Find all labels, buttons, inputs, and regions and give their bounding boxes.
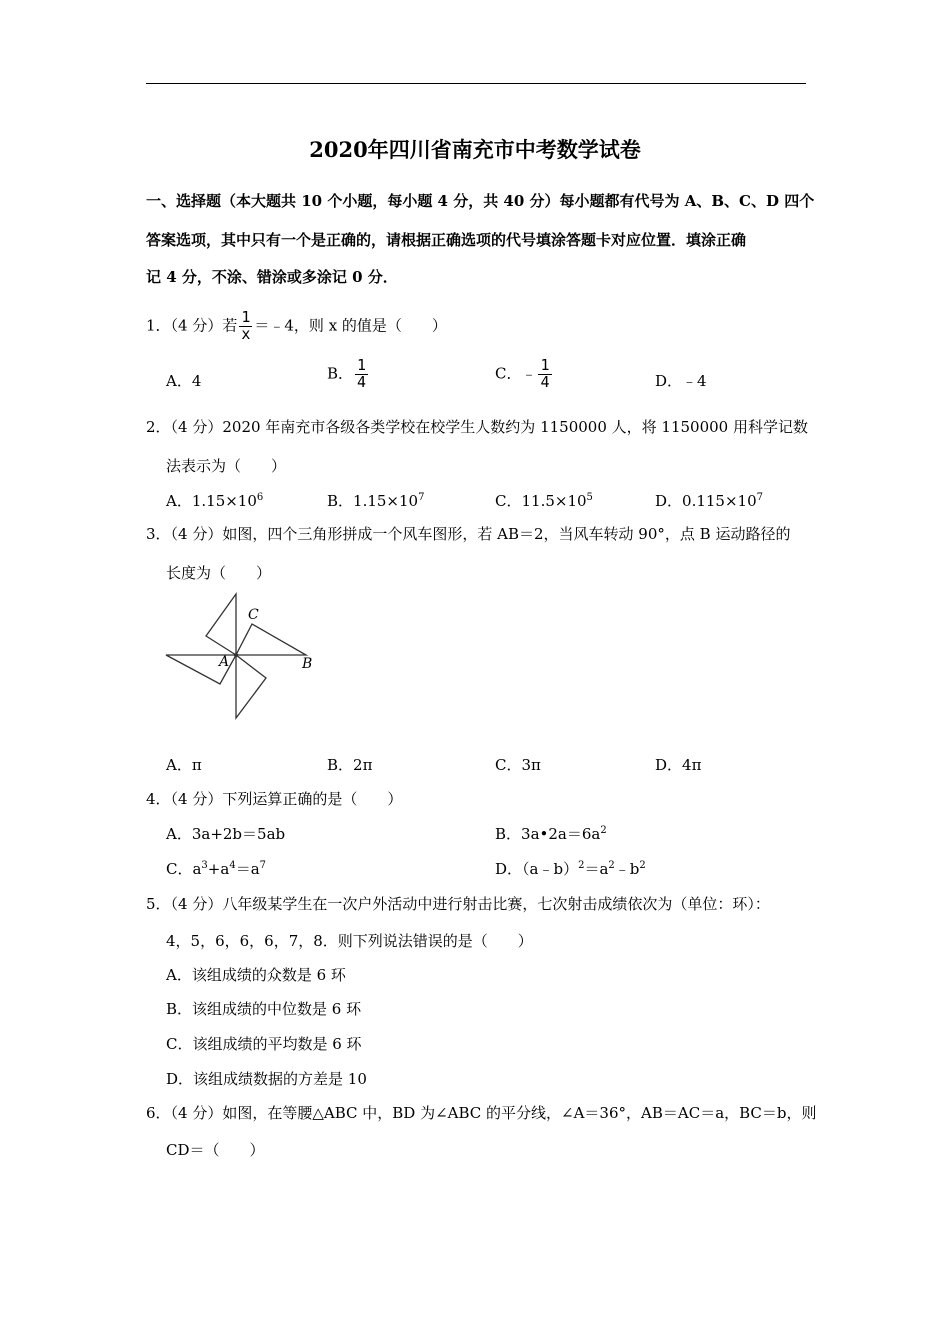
page-title: 2020年四川省南充市中考数学试卷 bbox=[309, 137, 641, 162]
question-1-pre: 1．（4 分）若 bbox=[146, 316, 238, 335]
question-2-option-a: A．$1.15\times 10^6$ bbox=[166, 492, 264, 510]
point-label-b: B bbox=[302, 656, 313, 672]
question-3-option-c: C．3π bbox=[495, 756, 541, 774]
header-rule bbox=[146, 83, 806, 84]
question-6-line1: 6．（4 分）如图，在等腰△ABC 中，BD 为∠ABC 的平分线，∠A＝36°，AB＝AC＝a，BC＝b，则 bbox=[146, 1104, 817, 1122]
pinwheel-center-point bbox=[234, 653, 238, 657]
question-2-line1: 2．（4 分）2020 年南充市各级各类学校在校学生人数约为 1150000 人，将 1150000 用科学记数 bbox=[146, 418, 808, 436]
section-instructions-line1: 一、选择题（本大题共 10 个小题，每小题 4 分，共 40 分）每小题都有代号为 A、B、C、D 四个 bbox=[146, 192, 815, 210]
pinwheel-triangle-right bbox=[236, 624, 306, 655]
question-3-line2: 长度为（ ） bbox=[166, 564, 272, 582]
question-5-option-c: C．该组成绩的平均数是 6 环 bbox=[166, 1035, 362, 1053]
question-4-option-b: B．$3a•2a=6a^2$ bbox=[495, 825, 607, 843]
section-instructions-line2: 答案选项，其中只有一个是正确的，请根据正确选项的代号填涂答题卡对应位置．填涂正确 bbox=[146, 231, 747, 249]
section-instructions-line3: 记 4 分，不涂、错涂或多涂记 0 分． bbox=[146, 268, 398, 286]
question-3-line1: 3．（4 分）如图，四个三角形拼成一个风车图形，若 AB＝2，当风车转动 90°，点 B 运动路径的 bbox=[146, 525, 791, 543]
question-3-option-a: A．π bbox=[166, 756, 202, 774]
question-1-fraction: $\frac{1}{x}$ bbox=[241, 308, 251, 343]
question-3-option-b: B．2π bbox=[327, 756, 373, 774]
point-label-c: C bbox=[248, 607, 259, 623]
question-2-line2: 法表示为（ ） bbox=[166, 457, 287, 475]
question-4-option-a: A．3a+2b＝5ab bbox=[166, 825, 286, 843]
question-2-option-b: B．$1.15\times 10^7$ bbox=[327, 492, 425, 510]
point-label-a: A bbox=[219, 654, 230, 670]
question-5-line2: 4，5，6，6，6，7，8．则下列说法错误的是（ ） bbox=[166, 932, 533, 950]
question-4-option-c: C．$a^3+a^4=a^7$ bbox=[166, 860, 267, 878]
question-2-option-c: C．$11.5\times 10^5$ bbox=[495, 492, 593, 510]
question-5-option-b: B．该组成绩的中位数是 6 环 bbox=[166, 1000, 362, 1018]
question-5-option-d: D．该组成绩数据的方差是 10 bbox=[166, 1070, 367, 1088]
question-1-option-b: B． $\frac{1}{4}$ bbox=[327, 356, 367, 391]
question-5-line1: 5．（4 分）八年级某学生在一次户外活动中进行射击比赛，七次射击成绩依次为（单位：环）： bbox=[146, 895, 770, 913]
question-1-stem bbox=[146, 310, 447, 343]
pinwheel-triangle-bottom bbox=[236, 655, 266, 718]
question-5-option-a: A．该组成绩的众数是 6 环 bbox=[166, 966, 346, 984]
question-3-option-d: D．4π bbox=[655, 756, 702, 774]
question-6-line2: CD＝（ ） bbox=[166, 1141, 265, 1159]
question-4-stem: 4．（4 分）下列运算正确的是（ ） bbox=[146, 790, 403, 808]
pinwheel-triangle-top bbox=[206, 594, 236, 655]
pinwheel-figure bbox=[162, 586, 322, 721]
question-1-option-d: D．﹣4 bbox=[655, 372, 707, 390]
question-1-option-c: C．﹣ $\frac{1}{4}$ bbox=[495, 356, 550, 391]
question-4-option-d: D．$(a﹣b)^2=a^2﹣b^2$ bbox=[495, 860, 646, 878]
question-2-option-d: D．$0.115\times 10^7$ bbox=[655, 492, 763, 510]
question-1-option-a: A．4 bbox=[166, 372, 202, 390]
question-1-post: ＝﹣4，则 x 的值是（ ） bbox=[254, 316, 447, 335]
